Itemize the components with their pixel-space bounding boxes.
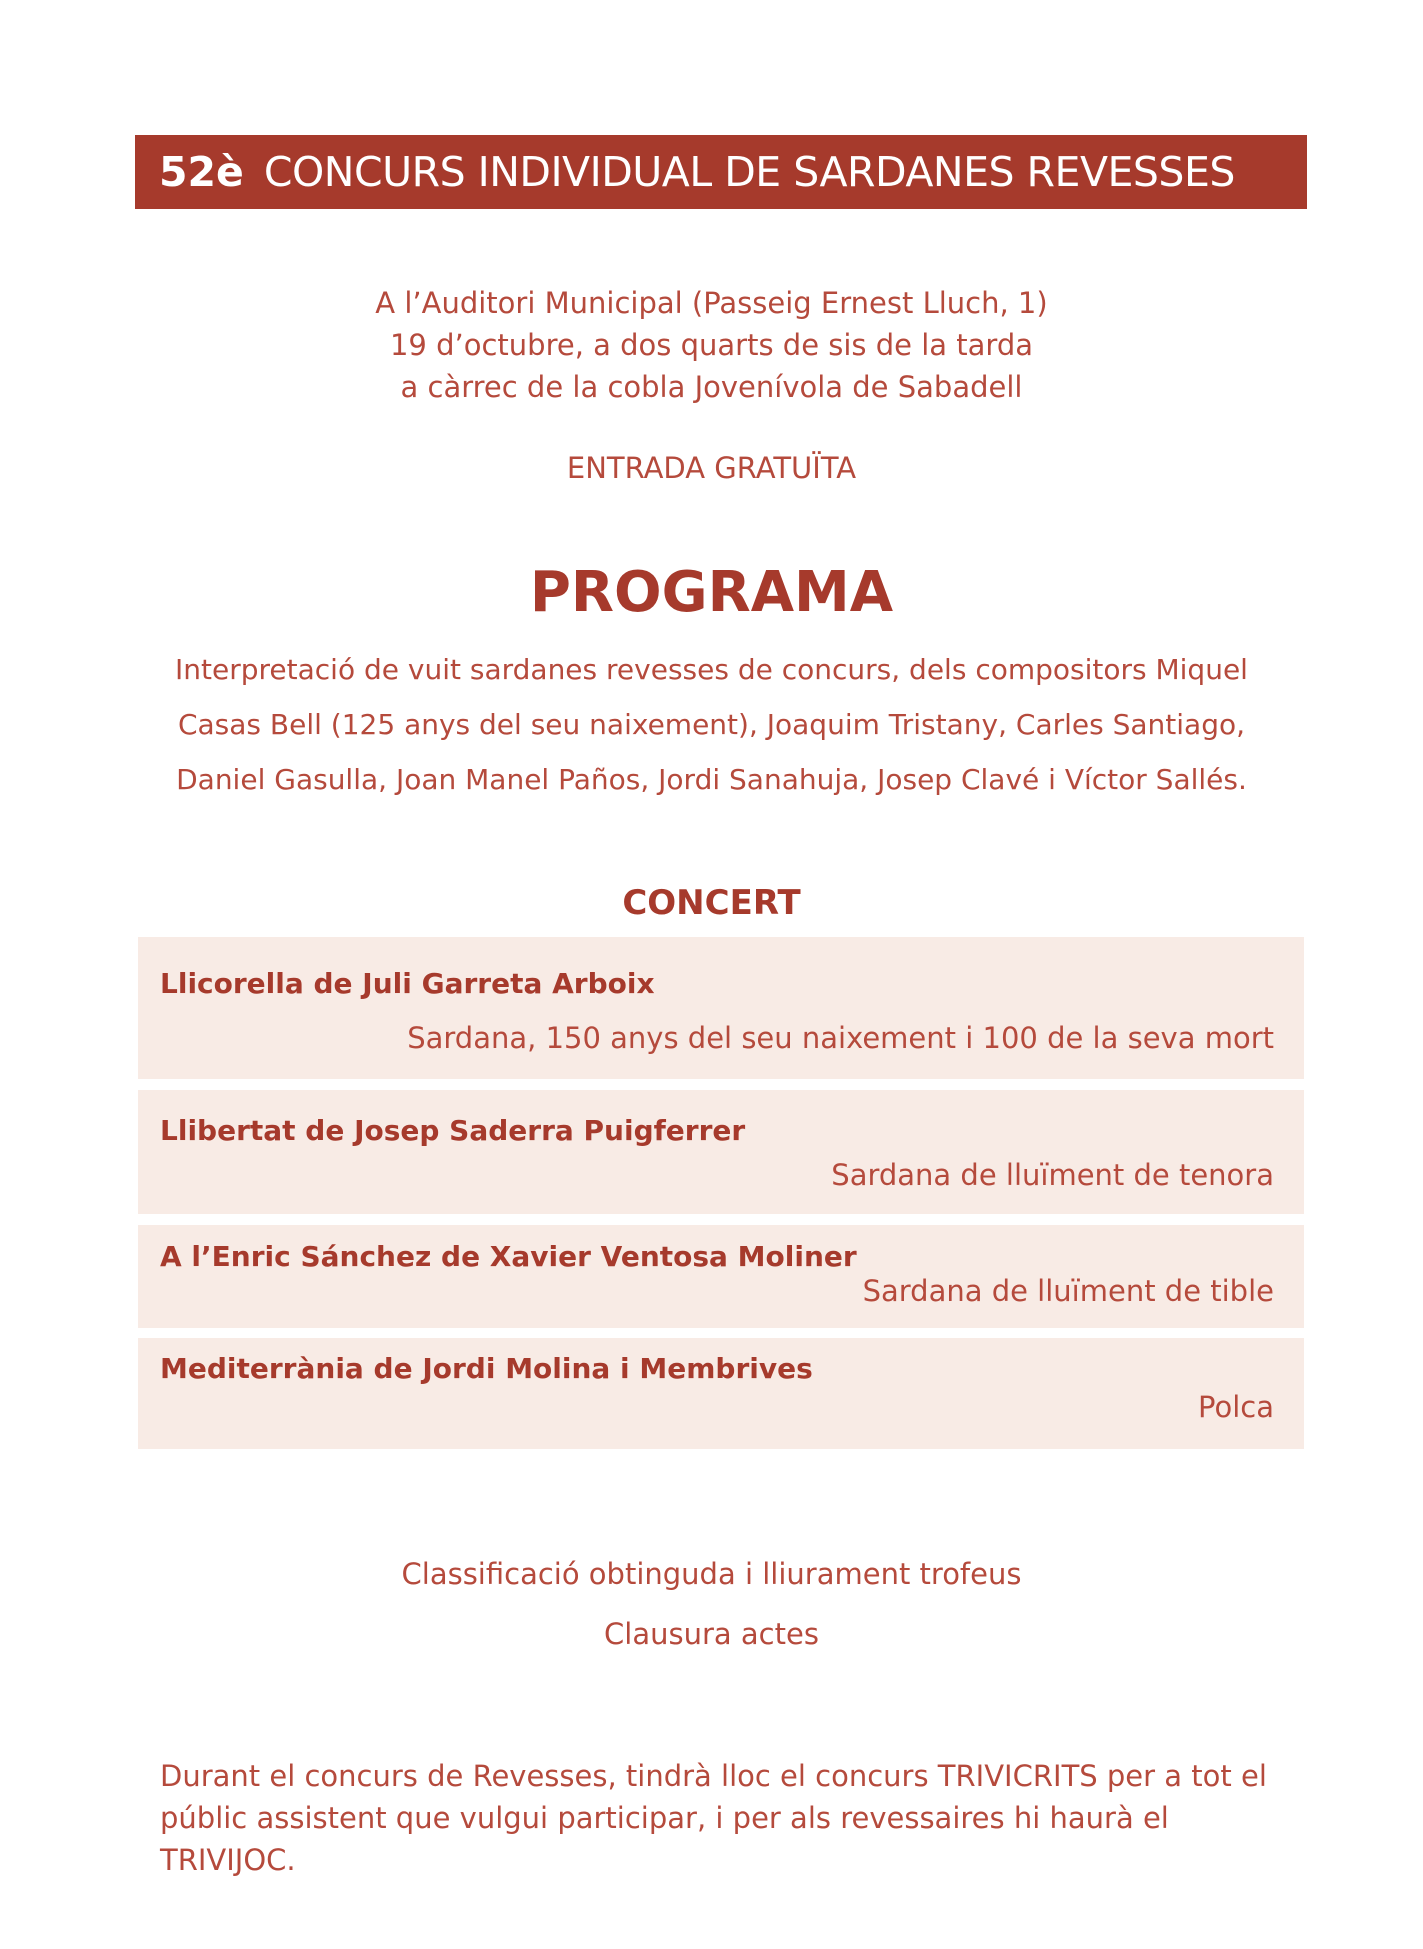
concert-heading: CONCERT (622, 883, 801, 923)
programa-line: Casas Bell (125 anys del seu naixement), Joaquim Tristany, Carles Santiago, (177, 708, 1246, 741)
concert-item (138, 1225, 1304, 1328)
concert-item-piece: A l’Enric Sánchez de Xavier Ventosa Moliner (160, 1240, 857, 1273)
classification-text: Classificació obtinguda i lliurament trofeus (401, 1557, 1022, 1591)
clausura-text: Clausura actes (604, 1617, 819, 1651)
note-line: Durant el concurs de Revesses, tindrà lloc el concurs TRIVICRITS per a tot el (160, 1759, 1267, 1793)
programa-description (150, 642, 1273, 807)
concert-item (138, 1338, 1304, 1449)
note-line: públic assistent que vulgui participar, i per als revessaires hi haurà el TRIVIJOC. (160, 1801, 1169, 1877)
concert-item (138, 1090, 1304, 1214)
concert-item-description: Sardana de lluïment de tible (862, 1274, 1274, 1308)
programa-line: Daniel Gasulla, Joan Manel Paños, Jordi Sanahuja, Josep Clavé i Víctor Sallés. (176, 763, 1247, 796)
trivia-note (160, 1755, 1290, 1881)
concert-item (138, 937, 1304, 1079)
concert-item-piece: Llicorella de Juli Garreta Arboix (160, 967, 655, 1000)
programa-line: Interpretació de vuit sardanes revesses de concurs, dels compositors Miquel (175, 653, 1248, 686)
venue-location: A l’Auditori Municipal (Passeig Ernest Lluch, 1) (375, 286, 1048, 320)
concert-item-description: Sardana, 150 anys del seu naixement i 100 de la seva mort (407, 1021, 1274, 1055)
admission-text: ENTRADA GRATUÏTA (566, 451, 857, 485)
title-banner (135, 135, 1307, 209)
edition-number: 52è (159, 148, 244, 196)
venue-info (0, 282, 1423, 408)
contest-title: CONCURS INDIVIDUAL DE SARDANES REVESSES (263, 148, 1235, 196)
concert-item-piece: Mediterrània de Jordi Molina i Membrives (160, 1352, 813, 1385)
venue-performer: a càrrec de la cobla Jovenívola de Sabadell (400, 370, 1023, 404)
venue-date: 19 d’octubre, a dos quarts de sis de la tarda (389, 328, 1033, 362)
concert-item-description: Polca (1198, 1390, 1274, 1424)
programa-heading: PROGRAMA (529, 560, 894, 625)
concert-item-description: Sardana de lluïment de tenora (831, 1158, 1274, 1192)
concert-item-piece: Llibertat de Josep Saderra Puigferrer (160, 1114, 746, 1147)
